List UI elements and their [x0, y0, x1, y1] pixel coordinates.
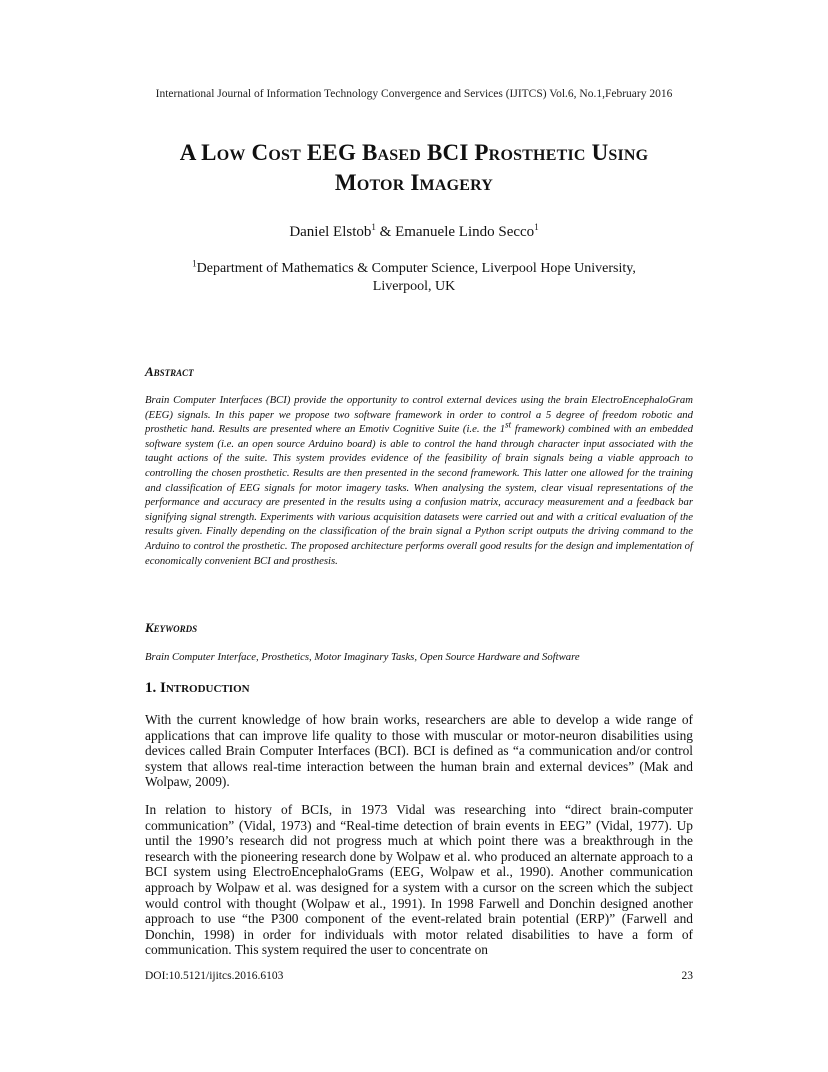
- abstract-text-part-2: framework) combined with an embedded software system (i.e. an open source Arduino board) is able to control the hand through character input associated with the taught actions of the suite. This system provides evidence of the feasibility of brain signals being a viable approach to controlling the chosen prosthetic. Results are then presented in the second framework. This latter one allowed for the training and classification of EEG signals for motor imagery tasks. When analysing the system, clear visual representations of the performance and accuracy are presented in the results using a confusion matrix, accuracy measurement and a feedback bar signifying signal strength. Experiments with various acquisition datasets were carried out and with a critical evaluation of the results given. Finally depending on the classification of the brain signal a Python script outputs the driving command to the Arduino to control the prosthetic. The proposed architecture performs overall good results for the design and implementation of economically convenient BCI and prosthesis.: [145, 423, 693, 567]
- author-1: Daniel Elstob: [289, 224, 372, 240]
- affiliation: [150, 260, 678, 296]
- title-line-1: A Low Cost EEG Based BCI Prosthetic Using: [179, 140, 649, 165]
- title-line-2: Motor Imagery: [334, 170, 494, 195]
- journal-header: International Journal of Information Technology Convergence and Services (IJITCS) Vol.6, No.1,February 2016: [155, 88, 673, 100]
- abstract-text: [145, 393, 693, 568]
- abstract-text-part-1: Brain Computer Interfaces (BCI) provide the opportunity to control external devices using the brain ElectroEncephaloGram (EEG) signals. In this paper we propose two software framework in order to control a 5 degree of freedom robotic and prosthetic hand. Results are presented where an Emotiv Cognitive Suite (i.e. the 1: [145, 394, 693, 436]
- paper-title: [100, 138, 728, 198]
- authors: [0, 224, 828, 241]
- keywords-heading: Keywords: [145, 620, 198, 635]
- page-number: 23: [681, 970, 693, 982]
- author-2-affiliation-mark: 1: [534, 222, 539, 232]
- affiliation-line-1: Department of Mathematics & Computer Science, Liverpool Hope University,: [196, 261, 636, 276]
- introduction-paragraph-1: With the current knowledge of how brain works, researchers are able to develop a wide range of applications that can improve life quality to those with muscular or motor-neuron disabilities using devices called Brain Computer Interfaces (BCI). BCI is defined as “a communication and/or control system that allows real-time interaction between the human brain and external devices” (Mak and Wolpaw, 2009).: [145, 712, 693, 790]
- author-separator: &: [375, 224, 396, 240]
- abstract-heading: Abstract: [145, 364, 194, 379]
- abstract-ordinal-sup: st: [505, 419, 512, 430]
- affiliation-mark: 1: [192, 258, 197, 269]
- author-2: Emanuele Lindo Secco: [395, 224, 535, 240]
- introduction-paragraph-2: In relation to history of BCIs, in 1973 Vidal was researching into “direct brain-computer communication” (Vidal, 1973) and “Real-time detection of brain events in EEG” (Vidal, 1977). Up until the 1990’s research did not progress much at which point there was a breakthrough in the research with the pioneering research done by Wolpaw et al. who produced an alternate approach to a BCI system using ElectroEncephaloGrams (EEG, Wolpaw et al., 1990). Another communication approach by Wolpaw et al. was designed for a system with a cursor on the screen which the subject would control with thought (Wolpaw et al., 1991). In 1998 Farwell and Donchin designed another approach to use “the P300 component of the event-related brain potential (ERP)” (Farwell and Donchin, 1998) in order for individuals with motor related disabilities to have a form of communication. This system required the user to concentrate on: [145, 802, 693, 958]
- keywords-text: Brain Computer Interface, Prosthetics, Motor Imaginary Tasks, Open Source Hardware and Software: [145, 651, 580, 663]
- footer-doi: DOI:10.5121/ijitcs.2016.6103: [145, 970, 284, 982]
- affiliation-line-2: Liverpool, UK: [372, 279, 456, 294]
- introduction-heading: 1. Introduction: [145, 680, 250, 696]
- author-1-affiliation-mark: 1: [371, 222, 376, 232]
